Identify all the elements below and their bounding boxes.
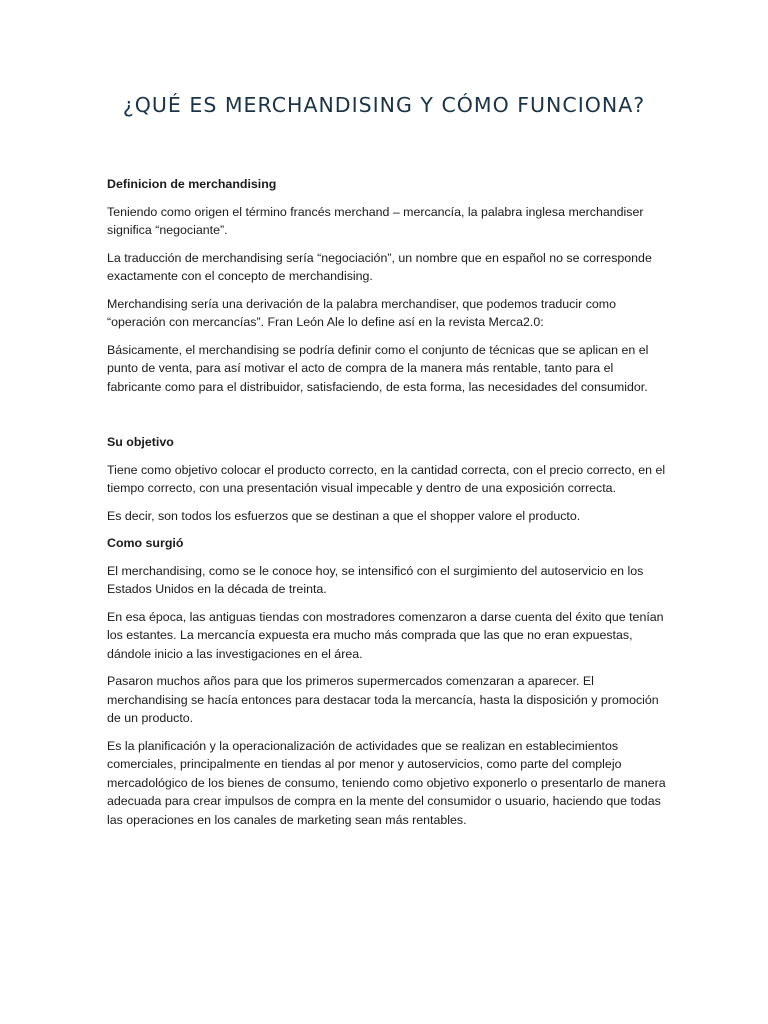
document-body (107, 175, 667, 838)
section-heading-definicion: Definicion de merchandising (107, 177, 277, 191)
section-heading-como-surgio: Como surgió (107, 536, 184, 550)
paragraph: Pasaron muchos años para que los primeros supermercados comenzaran a aparecer. El merchandising se hacía entonces para destacar toda la mercancía, hasta la disposición y promoción de un producto. (107, 674, 659, 725)
paragraph: La traducción de merchandising sería “negociación”, un nombre que en español no se corresponde exactamente con el concepto de merchandising. (107, 250, 652, 283)
section-spacer (107, 405, 667, 433)
paragraph: El merchandising, como se le conoce hoy, se intensificó con el surgimiento del autoservicio en los Estados Unidos en la década de treinta. (107, 563, 644, 596)
paragraph: Es decir, son todos los esfuerzos que se destinan a que el shopper valore el producto. (107, 508, 581, 523)
paragraph: Teniendo como origen el término francés merchand – mercancía, la palabra inglesa merchandiser significa “negociante”. (107, 204, 644, 237)
section-heading-objetivo: Su objetivo (107, 435, 174, 449)
paragraph: En esa época, las antiguas tiendas con mostradores comenzaron a darse cuenta del éxito que tenían los estantes. La mercancía expuesta era mucho más comprada que las que no eran expuestas, dándole inicio a las investigaciones en el área. (107, 609, 664, 661)
paragraph: Tiene como objetivo colocar el producto correcto, en la cantidad correcta, con el precio correcto, en el tiempo correcto, con una presentación visual impecable y dentro de una exposición correcta. (107, 462, 666, 495)
paragraph: Es la planificación y la operacionalización de actividades que se realizan en establecimientos comerciales, principalmente en tiendas al por menor y autoservicios, como parte del complejo mercadológico de los bienes de consumo, teniendo como objetivo exponerlo o presentarlo de manera adecuada para crear impulsos de compra en la mente del consumidor o usuario, haciendo que todas las operaciones en los canales de marketing sean más rentables. (107, 738, 666, 827)
page-title: ¿QUÉ ES MERCHANDISING Y CÓMO FUNCIONA? (122, 93, 646, 117)
paragraph: Merchandising sería una derivación de la palabra merchandiser, que podemos traducir como “operación con mercancías”. Fran León Ale lo define así en la revista Merca2.0: (107, 296, 616, 329)
paragraph: Básicamente, el merchandising se podría definir como el conjunto de técnicas que se aplican en el punto de venta, para así motivar el acto de compra de la manera más rentable, tanto para el fabricante como para el distribuidor, satisfaciendo, de esta forma, las necesidades del consumidor. (107, 342, 649, 394)
